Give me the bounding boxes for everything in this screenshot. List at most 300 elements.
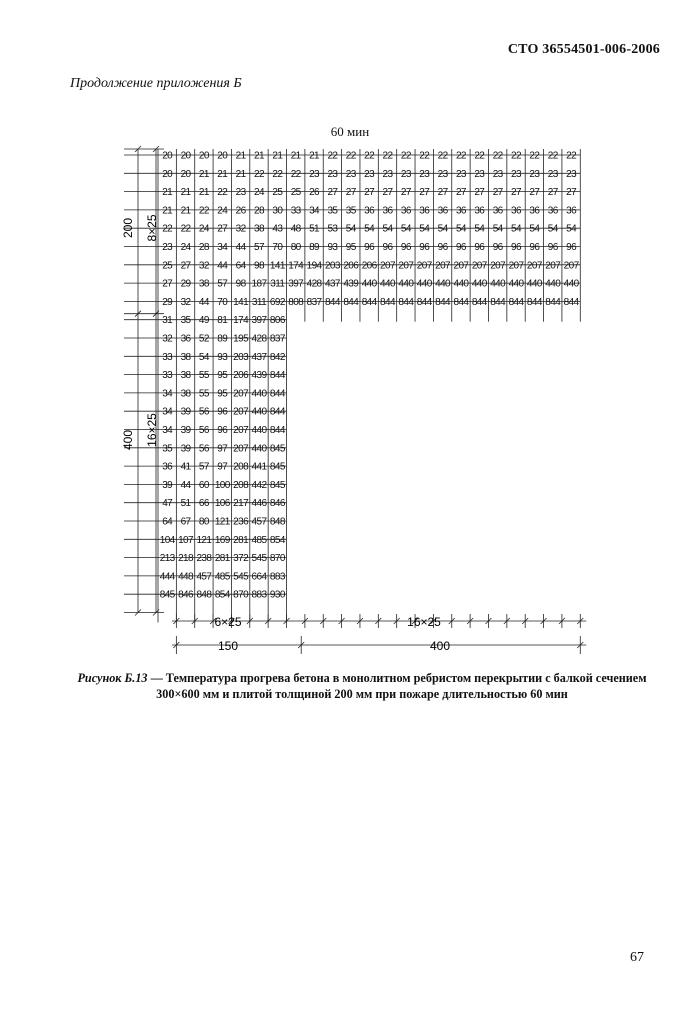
temperature-cell: 36 <box>162 461 173 473</box>
temperature-cell: 81 <box>217 315 228 327</box>
temperature-cell: 187 <box>251 278 267 290</box>
temperature-cell: 27 <box>455 187 466 199</box>
temperature-cell: 21 <box>198 187 209 199</box>
temperature-cell: 55 <box>198 388 209 400</box>
temperature-cell: 22 <box>437 150 448 162</box>
temperature-cell: 207 <box>398 260 414 272</box>
temperature-cell: 21 <box>217 168 228 180</box>
temperature-cell: 96 <box>217 425 228 436</box>
temperature-cell: 21 <box>290 150 301 162</box>
temperature-cell: 36 <box>547 205 558 217</box>
temperature-cell: 206 <box>361 260 377 272</box>
temperature-cell: 38 <box>254 223 264 235</box>
temperature-cell: 23 <box>547 168 558 180</box>
temperature-cell: 23 <box>529 168 540 180</box>
temperature-cell: 47 <box>162 498 173 510</box>
temperature-cell: 844 <box>416 296 432 308</box>
temperature-cell: 93 <box>217 351 228 363</box>
temperature-cell: 844 <box>398 296 414 308</box>
temperature-cell: 22 <box>198 205 209 217</box>
temperature-cell: 27 <box>217 223 228 235</box>
temperature-cell: 66 <box>198 498 209 510</box>
temperature-cell: 848 <box>269 516 285 528</box>
temperature-cell: 208 <box>233 461 249 473</box>
temperature-cell: 32 <box>180 296 191 308</box>
temperature-cell: 808 <box>288 296 304 308</box>
temperature-cell: 54 <box>198 351 209 363</box>
temperature-cell: 397 <box>288 278 304 290</box>
temperature-cell: 27 <box>529 187 540 199</box>
temperature-cell: 54 <box>529 223 540 235</box>
temperature-cell: 545 <box>233 571 249 583</box>
temperature-cell: 33 <box>162 370 173 382</box>
temperature-cell: 44 <box>217 260 228 272</box>
temperature-cell: 36 <box>419 205 430 217</box>
temperature-cell: 98 <box>235 278 246 290</box>
temperature-cell: 207 <box>453 260 469 272</box>
temperature-cell: 21 <box>180 205 191 217</box>
temperature-cell: 23 <box>327 168 338 180</box>
temperature-cell: 848 <box>196 589 212 601</box>
temperature-cell: 207 <box>526 260 542 272</box>
temperature-cell: 207 <box>233 406 249 418</box>
temperature-cell: 95 <box>217 370 228 382</box>
temperature-cell: 20 <box>198 150 209 162</box>
temperature-cell: 23 <box>345 168 356 180</box>
temperature-cell: 36 <box>400 205 411 217</box>
temperature-cell: 96 <box>217 406 228 418</box>
temperature-cell: 854 <box>214 589 230 601</box>
temperature-cell: 844 <box>269 370 285 382</box>
temperature-cell: 20 <box>180 150 191 162</box>
temperature-cell: 34 <box>162 406 173 418</box>
temperature-cell: 36 <box>382 205 393 217</box>
temperature-cell: 837 <box>306 296 322 308</box>
temperature-cell: 22 <box>162 223 173 235</box>
temperature-cell: 281 <box>233 534 249 546</box>
temperature-cell: 844 <box>361 296 377 308</box>
temperature-cell: 883 <box>251 589 267 601</box>
temperature-cell: 428 <box>251 333 267 345</box>
temperature-cell: 96 <box>474 242 485 253</box>
temperature-cell: 29 <box>180 278 191 290</box>
temperature-cell: 36 <box>364 205 375 217</box>
temperature-cell: 28 <box>254 205 264 217</box>
temperature-cell: 54 <box>345 223 356 235</box>
temperature-cell: 440 <box>545 278 561 290</box>
temperature-cell: 844 <box>269 388 285 400</box>
temperature-cell: 21 <box>235 168 246 180</box>
temperature-cell: 23 <box>162 242 173 253</box>
temperature-cell: 25 <box>162 260 173 272</box>
temperature-cell: 846 <box>178 589 193 601</box>
dim-slab-width: 400 <box>429 639 451 653</box>
temperature-cell: 439 <box>251 370 267 382</box>
temperature-cell: 44 <box>235 242 246 253</box>
grid-lines <box>124 149 580 623</box>
temperature-cell: 692 <box>269 296 285 308</box>
temperature-cell: 207 <box>435 260 451 272</box>
temperature-cell: 28 <box>198 242 209 253</box>
temperature-cell: 806 <box>269 315 285 327</box>
temperature-cell: 174 <box>288 260 304 272</box>
temperature-cell: 440 <box>508 278 524 290</box>
temperature-cell: 207 <box>233 425 249 436</box>
temperature-cell: 440 <box>398 278 414 290</box>
temperature-cell: 440 <box>471 278 487 290</box>
temperature-cell: 54 <box>382 223 393 235</box>
temperature-cell: 854 <box>269 534 285 546</box>
temperature-cell: 98 <box>254 260 264 272</box>
temperature-cell: 64 <box>162 516 173 528</box>
temperature-cell: 96 <box>455 242 466 253</box>
temperature-cell: 22 <box>547 150 558 162</box>
temperature-cell: 23 <box>492 168 503 180</box>
temperature-cell: 440 <box>380 278 395 290</box>
temperature-cell: 36 <box>511 205 521 217</box>
temperature-cell: 837 <box>269 333 285 345</box>
temperature-cell: 842 <box>269 351 285 363</box>
temperature-cell: 100 <box>214 479 230 491</box>
temperature-cell: 844 <box>490 296 506 308</box>
temperature-cell: 93 <box>327 242 338 253</box>
temperature-cell: 24 <box>198 223 209 235</box>
temperature-cell: 33 <box>162 351 173 363</box>
temperature-cell: 26 <box>309 187 320 199</box>
temperature-cell: 22 <box>290 168 301 180</box>
temperature-cell: 70 <box>272 242 283 253</box>
temperature-cell: 54 <box>400 223 411 235</box>
temperature-cell: 22 <box>529 150 540 162</box>
temperature-cell: 207 <box>380 260 395 272</box>
temperature-cell: 440 <box>563 278 579 290</box>
temperature-cell: 48 <box>290 223 301 235</box>
temperature-cell: 27 <box>180 260 191 272</box>
temperature-cell: 844 <box>453 296 469 308</box>
temperature-cell: 141 <box>233 296 249 308</box>
temperature-cell: 22 <box>272 168 283 180</box>
temperature-cell: 95 <box>217 388 228 400</box>
temperature-cell: 32 <box>235 223 246 235</box>
temperature-cell: 89 <box>309 242 320 253</box>
temperature-cell: 67 <box>180 516 191 528</box>
temperature-cell: 96 <box>419 242 430 253</box>
temperature-cell: 27 <box>566 187 577 199</box>
temperature-cell: 26 <box>235 205 246 217</box>
temperature-cell: 194 <box>306 260 322 272</box>
dim-slab-col-step: 16×25 <box>407 615 441 629</box>
temperature-cell: 174 <box>233 315 249 327</box>
temperature-cell: 54 <box>547 223 558 235</box>
temperature-cell: 441 <box>251 461 267 473</box>
temperature-cell: 34 <box>162 388 173 400</box>
temperature-cell: 206 <box>233 370 249 382</box>
temperature-cell: 22 <box>327 150 338 162</box>
temperature-cell: 70 <box>217 296 228 308</box>
temperature-cell: 56 <box>198 406 209 418</box>
temperature-cell: 440 <box>490 278 506 290</box>
appendix-continuation: Продолжение приложения Б <box>70 76 242 91</box>
fire-duration-label: 60 мин <box>330 124 370 139</box>
dim-slab-height: 200 <box>121 217 135 239</box>
temperature-cell: 207 <box>563 260 579 272</box>
temperature-cell: 34 <box>309 205 320 217</box>
temperature-cell: 36 <box>180 333 191 345</box>
temperature-cell: 22 <box>400 150 411 162</box>
temperature-cell: 883 <box>269 571 285 583</box>
temperature-cell: 27 <box>162 278 173 290</box>
temperature-cell: 95 <box>345 242 356 253</box>
temperature-cell: 21 <box>235 150 246 162</box>
temperature-cell: 96 <box>547 242 558 253</box>
temperature-cell: 33 <box>290 205 301 217</box>
temperature-cell: 44 <box>180 479 191 491</box>
temperature-cell: 22 <box>382 150 393 162</box>
temperature-cell: 20 <box>162 150 173 162</box>
temperature-cell: 27 <box>400 187 411 199</box>
temperature-cell: 32 <box>198 260 209 272</box>
temperature-cell: 36 <box>437 205 448 217</box>
temperature-cell: 845 <box>269 443 285 455</box>
temperature-cell: 141 <box>269 260 285 272</box>
temperature-cell: 24 <box>180 242 191 253</box>
temperature-cell: 97 <box>217 443 228 455</box>
temperature-cell: 428 <box>306 278 322 290</box>
temperature-cell: 440 <box>251 425 267 436</box>
temperature-cell: 22 <box>419 150 430 162</box>
temperature-cell: 440 <box>416 278 432 290</box>
temperature-cell: 36 <box>492 205 503 217</box>
temperature-cell: 311 <box>251 296 267 308</box>
temperature-cell: 51 <box>180 498 191 510</box>
temperature-cell: 21 <box>180 187 191 199</box>
temperature-cell: 845 <box>159 589 175 601</box>
dim-beam-col-step: 6×25 <box>214 615 242 629</box>
temperature-cell: 207 <box>471 260 487 272</box>
temperature-cell: 96 <box>492 242 503 253</box>
temperature-cell: 844 <box>526 296 542 308</box>
temperature-cell: 60 <box>198 479 209 491</box>
temperature-cell: 208 <box>233 479 249 491</box>
temperature-cell: 21 <box>272 150 283 162</box>
temperature-cell: 281 <box>214 553 230 565</box>
temperature-cell: 55 <box>198 370 209 382</box>
temperature-cell: 52 <box>198 333 209 345</box>
temperature-cell: 20 <box>162 168 173 180</box>
temperature-cell: 35 <box>345 205 356 217</box>
temperature-cell: 36 <box>455 205 466 217</box>
temperature-cell: 21 <box>162 187 173 199</box>
temperature-cell: 39 <box>180 443 191 455</box>
temperature-cell: 29 <box>162 296 173 308</box>
temperature-cell: 32 <box>162 333 173 345</box>
temperature-cell: 22 <box>364 150 375 162</box>
temperature-cell: 34 <box>217 242 228 253</box>
temperature-cell: 51 <box>309 223 320 235</box>
temperature-cell: 203 <box>233 351 249 363</box>
temperature-cell: 39 <box>180 425 191 436</box>
temperature-cell: 22 <box>511 150 521 162</box>
dim-slab-step: 8×25 <box>145 214 159 242</box>
temperature-cell: 57 <box>217 278 228 290</box>
temperature-cell: 844 <box>508 296 524 308</box>
page-number: 67 <box>630 950 644 965</box>
temperature-cell: 397 <box>251 315 267 327</box>
temperature-cell: 845 <box>269 461 285 473</box>
figure-number: Рисунок Б.13 <box>77 671 148 685</box>
temperature-cell: 30 <box>272 205 283 217</box>
temperature-cell: 440 <box>251 388 267 400</box>
temperature-cell: 844 <box>269 425 285 436</box>
temperature-cell: 38 <box>198 278 209 290</box>
temperature-cell: 870 <box>269 553 285 565</box>
temperature-cell: 20 <box>217 150 228 162</box>
temperature-cell: 36 <box>474 205 485 217</box>
temperature-cell: 23 <box>455 168 466 180</box>
temperature-cell: 23 <box>474 168 485 180</box>
temperature-cell: 442 <box>251 479 267 491</box>
temperature-cell: 23 <box>400 168 411 180</box>
temperature-cell: 96 <box>364 242 375 253</box>
temperature-cell: 49 <box>198 315 209 327</box>
temperature-cell: 35 <box>327 205 338 217</box>
temperature-cell: 485 <box>251 534 267 546</box>
temperature-cell: 238 <box>196 553 212 565</box>
temperature-cell: 53 <box>327 223 338 235</box>
temperature-cell: 36 <box>566 205 577 217</box>
temperature-cell: 27 <box>327 187 338 199</box>
temperature-cell: 27 <box>474 187 485 199</box>
temperature-cell: 207 <box>233 388 249 400</box>
temperature-cell: 207 <box>233 443 249 455</box>
temperature-cell: 844 <box>324 296 340 308</box>
temperature-cell: 43 <box>272 223 283 235</box>
temperature-cell: 54 <box>455 223 466 235</box>
temperature-cell: 54 <box>474 223 485 235</box>
temperature-cell: 203 <box>324 260 340 272</box>
temperature-cell: 844 <box>563 296 579 308</box>
temperature-cell: 217 <box>233 498 249 510</box>
temperature-cell: 23 <box>309 168 320 180</box>
temperature-cell: 846 <box>269 498 285 510</box>
temperature-cell: 56 <box>198 425 209 436</box>
temperature-cell: 80 <box>198 516 209 528</box>
temperature-cell: 121 <box>196 534 212 546</box>
temperature-cell: 440 <box>251 443 267 455</box>
temperature-cell: 844 <box>343 296 359 308</box>
temperature-cell: 195 <box>233 333 249 345</box>
temperature-cell: 54 <box>419 223 430 235</box>
temperature-cell: 440 <box>435 278 451 290</box>
temperature-cell: 25 <box>290 187 301 199</box>
temperature-cell: 80 <box>290 242 301 253</box>
temperature-cell: 440 <box>251 406 267 418</box>
temperature-cell: 457 <box>196 571 212 583</box>
temperature-cell: 44 <box>198 296 209 308</box>
temperature-cell: 54 <box>492 223 503 235</box>
temperature-cell: 24 <box>217 205 228 217</box>
temperature-cell: 96 <box>382 242 393 253</box>
temperature-cell: 545 <box>251 553 267 565</box>
temperature-cell: 97 <box>217 461 228 473</box>
temperature-cell: 27 <box>547 187 558 199</box>
temperature-cell: 844 <box>471 296 487 308</box>
temperature-cell: 21 <box>162 205 173 217</box>
temperature-cell: 36 <box>529 205 540 217</box>
temperature-cell: 440 <box>361 278 377 290</box>
temperature-cell: 440 <box>453 278 469 290</box>
temperature-cell: 22 <box>180 223 191 235</box>
temperature-cell: 22 <box>492 150 503 162</box>
temperature-cell: 96 <box>437 242 448 253</box>
temperature-cell: 372 <box>233 553 249 565</box>
temperature-cell: 35 <box>162 443 173 455</box>
temperature-cell: 54 <box>511 223 521 235</box>
temperature-cell: 107 <box>178 534 193 546</box>
temperature-cell: 24 <box>254 187 264 199</box>
temperature-cell: 64 <box>235 260 246 272</box>
temperature-cell: 31 <box>162 315 173 327</box>
temperature-cell: 54 <box>437 223 448 235</box>
dimension-lines <box>124 146 586 654</box>
temperature-cell: 27 <box>419 187 430 199</box>
temperature-cell: 439 <box>343 278 359 290</box>
temperature-cell: 104 <box>159 534 175 546</box>
temperature-cell: 27 <box>511 187 521 199</box>
temperature-cell: 96 <box>400 242 411 253</box>
temperature-cell: 27 <box>382 187 393 199</box>
temperature-cell: 27 <box>364 187 375 199</box>
temperature-cell: 20 <box>180 168 191 180</box>
temperature-cell: 845 <box>269 479 285 491</box>
temperature-cell: 169 <box>214 534 230 546</box>
temperature-cell: 27 <box>437 187 448 199</box>
temperature-cell: 121 <box>214 516 230 528</box>
temperature-cell: 57 <box>254 242 264 253</box>
caption-text: — Температура прогрева бетона в монолитном ребристом перекрытии с балкой сечением 300×600 мм и плитой толщиной 200 мм при пожаре длительностью 60 мин <box>147 671 647 701</box>
temperature-cell: 844 <box>545 296 561 308</box>
temperature-cell: 485 <box>214 571 230 583</box>
temperature-cell: 21 <box>198 168 209 180</box>
temperature-cell: 311 <box>270 278 285 290</box>
figure-caption <box>72 670 652 702</box>
temperature-cell: 22 <box>345 150 356 162</box>
temperature-cell: 39 <box>180 406 191 418</box>
temperature-cell: 39 <box>162 479 173 491</box>
temperature-cell: 21 <box>254 150 264 162</box>
temperature-cell: 444 <box>159 571 175 583</box>
temperature-cell: 844 <box>380 296 395 308</box>
temperature-cell: 844 <box>435 296 451 308</box>
temperature-cell: 213 <box>159 553 175 565</box>
temperature-cell: 457 <box>251 516 267 528</box>
temperature-cell: 236 <box>233 516 249 528</box>
temperature-cell: 440 <box>526 278 542 290</box>
temperature-cell: 22 <box>455 150 466 162</box>
temperature-cell: 23 <box>382 168 393 180</box>
temperature-values <box>160 151 580 601</box>
temperature-cell: 23 <box>235 187 246 199</box>
temperature-cell: 446 <box>251 498 267 510</box>
temperature-cell: 870 <box>233 589 249 601</box>
temperature-cell: 22 <box>217 187 228 199</box>
temperature-cell: 35 <box>180 315 191 327</box>
temperature-cell: 57 <box>198 461 209 473</box>
temperature-cell: 22 <box>566 150 577 162</box>
temperature-cell: 207 <box>490 260 506 272</box>
temperature-cell: 106 <box>214 498 230 510</box>
temperature-cell: 23 <box>566 168 577 180</box>
